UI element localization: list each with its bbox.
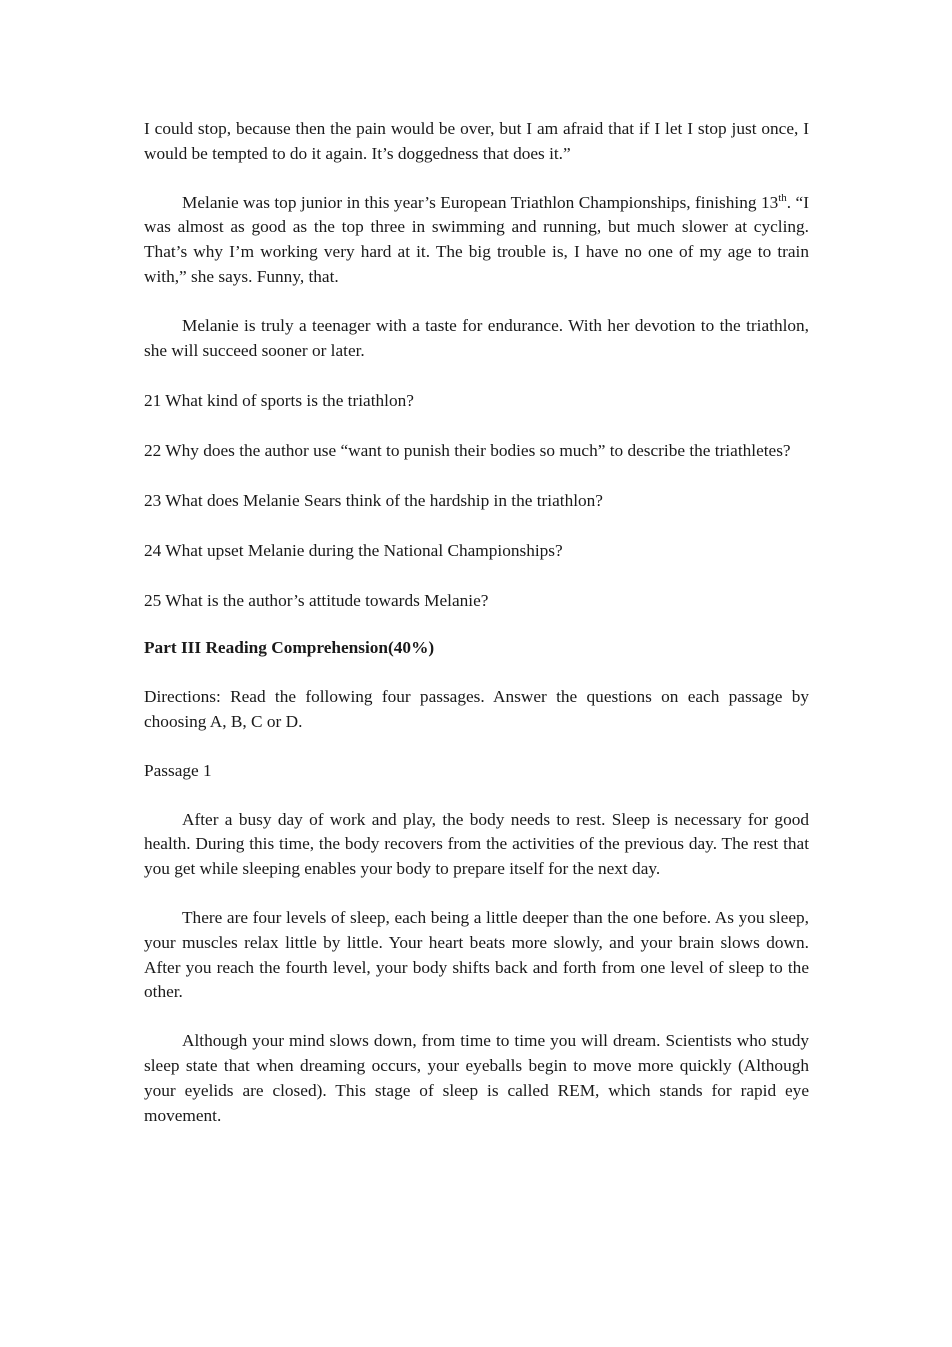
section-heading: Part III Reading Comprehension(40%) (144, 638, 435, 658)
passage-paragraph: Although your mind slows down, from time to time you will dream. Scientists who study sleep state that when dreaming occurs, your eyeballs begin to move more quickly (Although your eyelids are closed). This stage of sleep is called REM, which stands for rapid eye movement. (144, 1031, 809, 1125)
question-21: 21 What kind of sports is the triathlon? (144, 391, 414, 411)
question-24: 24 What upset Melanie during the National Championships? (144, 540, 563, 560)
ordinal-superscript: th (778, 191, 787, 204)
question-23: 23 What does Melanie Sears think of the hardship in the triathlon? (144, 490, 603, 510)
question-22: 22 Why does the author use “want to punish their bodies so much” to describe the triathletes? (144, 441, 791, 461)
paragraph-text-after-superscript: . “I was almost as good as the top three in swimming and running, but much slower at cycling. That’s why I’m working very hard at it. The big trouble is, I have no one of my age to train with,” she says. Funny, that. (144, 192, 809, 286)
passage-label: Passage 1 (144, 760, 212, 780)
paragraph-melanie-endurance: Melanie is truly a teenager with a taste for endurance. With her devotion to the triathlon, she will succeed sooner or later. (144, 315, 809, 360)
paragraph-text-before-superscript: Melanie was top junior in this year’s European Triathlon Championships, finishing 13 (182, 192, 779, 212)
section-directions: Directions: Read the following four passages. Answer the questions on each passage by choosing A, B, C or D. (144, 687, 809, 731)
paragraph-continuation: I could stop, because then the pain would be over, but I am afraid that if I let I stop just once, I would be tempted to do it again. It’s doggedness that does it.” (144, 119, 809, 163)
passage-paragraph: After a busy day of work and play, the body needs to rest. Sleep is necessary for good health. During this time, the body recovers from the activities of the previous day. The rest that you get while sleeping enables your body to prepare itself for the next day. (144, 809, 809, 879)
paragraph-melanie-championships (144, 191, 809, 290)
passage-paragraph: There are four levels of sleep, each being a little deeper than the one before. As you sleep, your muscles relax little by little. Your heart beats more slowly, and your brain slows down. After you reach the fourth level, your body shifts back and forth from one level of sleep to the other. (144, 907, 809, 1002)
question-25: 25 What is the author’s attitude towards Melanie? (144, 590, 489, 610)
document-page (144, 117, 809, 1128)
